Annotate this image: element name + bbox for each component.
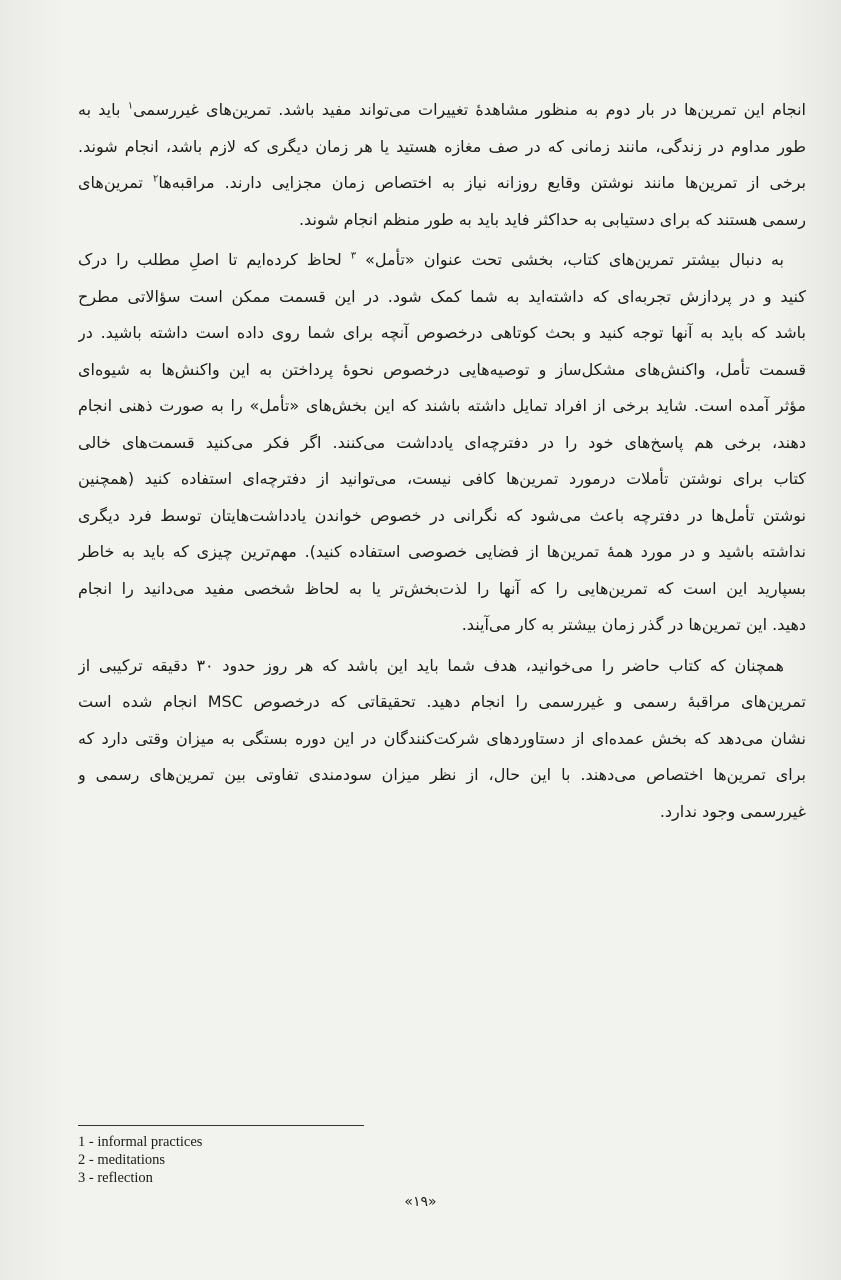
footnote-1: 1 - informal practices — [78, 1134, 203, 1150]
paragraph-3 — [78, 648, 806, 831]
footnotes — [78, 1133, 478, 1187]
text-line: انجام این تمرین‌ها در بار دوم به منظور مشاهدۀ تغییرات می‌تواند مفید باشد. تمرین‌های غیررسمی$^۱$ باید به — [78, 100, 806, 119]
text-line: کتاب برای نوشتن تأملات درمورد تمرین‌ها کافی نیست، می‌توانید از دفترچه‌ای استفاده کنید (همچنین — [78, 469, 806, 488]
footnote-divider — [78, 1125, 364, 1126]
text-line: نشان می‌دهد که بخش عمده‌ای از دستاوردهای شرکت‌کنندگان در این دوره بستگی به میزان وقتی دارد که — [78, 728, 806, 748]
body-text — [78, 92, 806, 834]
page-number: «۱۹» — [404, 1194, 437, 1210]
text-line: دهند، برخی هم پاسخ‌های خود را در دفترچه‌ای یادداشت می‌کنند. اگر فکر می‌کنید قسمت‌های خالی — [78, 432, 806, 452]
text-line: مؤثر آمده است. شاید برخی از افراد تمایل داشته باشند که این بخش‌های «تأمل» را به صورت ذهنی انجام — [78, 396, 806, 415]
text-line: قسمت تأمل، واکنش‌های مشکل‌ساز و توصیه‌هایی درخصوص نحوۀ پرداختن به این واکنش‌ها به شیوه‌ای — [78, 359, 806, 379]
text-line: به دنبال بیشتر تمرین‌های کتاب، بخشی تحت عنوان «تأمل» $^۳$ لحاظ کرده‌ایم تا اصلِ مطلب را درک — [78, 250, 784, 269]
footnote-ref-1: ۱ — [127, 100, 134, 112]
text-line: غیررسمی وجود ندارد. — [659, 801, 806, 821]
text-line: تمرین‌های مراقبۀ رسمی و غیررسمی را انجام دهید. تحقیقاتی که درخصوص MSC انجام شده است — [78, 692, 806, 711]
text-line: کنید و در پردازش تجربه‌ای که داشته‌اید به شما کمک شود. در این قسمت ممکن است سؤالاتی مطرح — [78, 286, 806, 306]
paragraph-1 — [78, 92, 806, 238]
text-line: همچنان که کتاب حاضر را می‌خوانید، هدف شما باید این باشد که هر روز حدود ۳۰ دقیقه ترکیبی از — [78, 655, 784, 675]
text-line: دهید. این تمرین‌ها در گذر زمان بیشتر به کار می‌آیند. — [461, 615, 806, 634]
text-line: رسمی هستند که برای دستیابی به حداکثر فاید باید به طور منظم انجام شوند. — [298, 209, 806, 229]
text-line: برخی از تمرین‌ها مانند نوشتن وقایع روزانه نیاز به اختصاص زمان مجزایی دارند. مراقبه‌ها$^۲$ تمرین‌های — [78, 173, 806, 192]
footnote-ref-2: ۲ — [153, 173, 159, 185]
footnote-3: 3 - reflection — [78, 1170, 153, 1186]
footnote-ref-3: ۳ — [350, 250, 357, 262]
footnote-2: 2 - meditations — [78, 1152, 165, 1168]
paragraph-2 — [78, 242, 806, 644]
text-line: طور مداوم در زندگی، مانند زمانی که در صف مغازه هستید یا هر زمان دیگری که لازم باشد، انجام شوند. — [78, 136, 806, 156]
text-line: برای تمرین‌ها اختصاص می‌دهند. با این حال، از نظر میزان سودمندی تفاوتی بین تمرین‌های رسمی و — [78, 765, 806, 784]
text-line: نوشتن تأمل‌ها در دفترچه باعث می‌شود که نگرانی در خصوص خواندن یادداشت‌هایتان توسط فرد دیگری — [78, 505, 806, 525]
text-line: بسپارید این است که تمرین‌هایی را که آنها را لذت‌بخش‌تر یا به لحاظ شخصی مفید می‌دانید را انجام — [78, 578, 806, 598]
text-line: باشد که باید به آنها توجه کنید و بحث کوتاهی درخصوص آنچه برای شما روی داده است داشته باشید. در — [78, 323, 806, 342]
text-line: نداشته باشید و در مورد همۀ تمرین‌ها از فضایی خصوصی استفاده کنید). مهم‌ترین چیزی که باید به خاطر — [78, 542, 806, 561]
